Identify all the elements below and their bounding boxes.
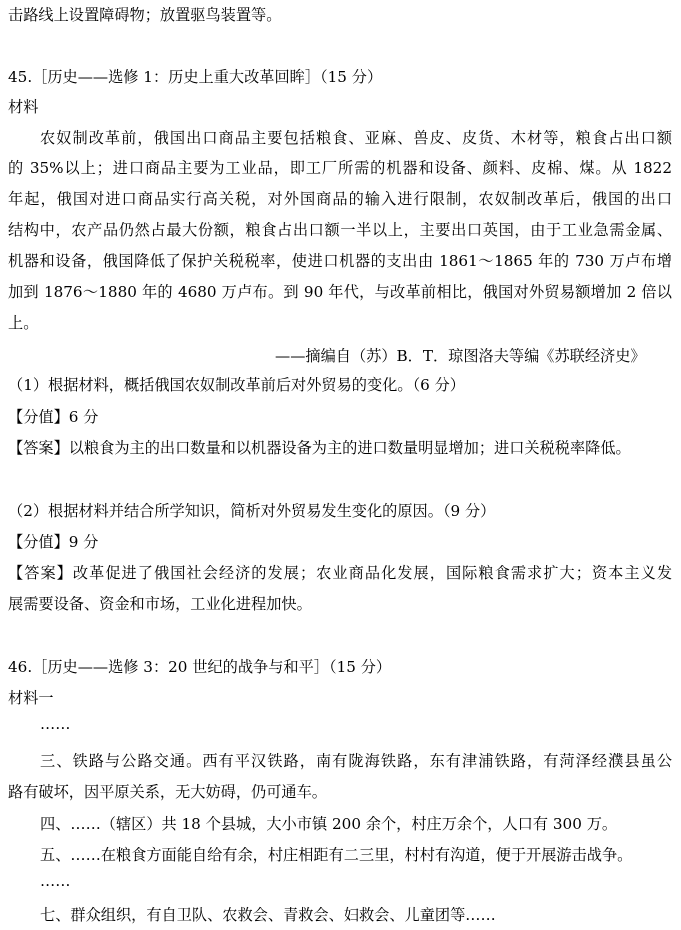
material-paragraph-line: 年起，俄国对进口商品实行高关税，对外国商品的输入进行限制，农奴制改革后，俄国的出口: [8, 190, 672, 208]
material-one-line: 四、……（辖区）共 18 个县城，大小市镇 200 余个，村庄万余个，人口有 300 万。: [40, 815, 618, 833]
material-label: 材料: [8, 98, 39, 116]
question-45-heading: 45.［历史——选修 1：历史上重大改革回眸］（15 分）: [8, 68, 383, 86]
material-one-line: 三、铁路与公路交通。西有平汉铁路，南有陇海铁路，东有津浦铁路，有菏泽经濮县虽公: [40, 752, 672, 770]
text-line-0: 击路线上设置障碍物；放置驱鸟装置等。: [8, 6, 282, 24]
material-one-line: 五、……在粮食方面能自给有余，村庄相距有二三里，村村有沟道，便于开展游击战争。: [40, 846, 633, 864]
material-one-line: 路有破坏，因平原关系，无大妨碍，仍可通车。: [8, 783, 327, 801]
score-2: 【分值】9 分: [8, 533, 99, 551]
answer-1: 【答案】以粮食为主的出口数量和以机器设备为主的进口数量明显增加；进口关税税率降低。: [8, 439, 631, 457]
material-paragraph-line: 结构中，农产品仍然占最大份额，粮食占出口额一半以上，主要出口英国，由于工业急需金属、: [8, 221, 672, 239]
answer-2-line: 【答案】改革促进了俄国社会经济的发展；农业商品化发展，国际粮食需求扩大；资本主义发: [8, 564, 672, 582]
source-citation: ——摘编自（苏）B．T．琼图洛夫等编《苏联经济史》: [275, 347, 646, 365]
sub-question-2: （2）根据材料并结合所学知识，简析对外贸易发生变化的原因。（9 分）: [8, 502, 496, 520]
material-one-line: 七、群众组织，有自卫队、农救会、青救会、妇救会、儿童团等……: [40, 906, 496, 924]
ellipsis: ……: [40, 715, 71, 733]
material-paragraph-line: 加到 1876～1880 年的 4680 万卢布。到 90 年代，与改革前相比，俄国对外贸易额增加 2 倍以: [8, 283, 672, 301]
sub-question-1: （1）根据材料，概括俄国农奴制改革前后对外贸易的变化。（6 分）: [8, 376, 465, 394]
material-paragraph-line: 上。: [8, 314, 39, 332]
answer-2-line: 展需要设备、资金和市场，工业化进程加快。: [8, 595, 312, 613]
ellipsis: ……: [40, 872, 71, 890]
score-1: 【分值】6 分: [8, 408, 99, 426]
material-paragraph-line: 农奴制改革前，俄国出口商品主要包括粮食、亚麻、兽皮、皮货、木材等，粮食占出口额: [40, 129, 672, 147]
material-paragraph-line: 机器和设备，俄国降低了保护关税税率，使进口机器的支出由 1861～1865 年的 730 万卢布增: [8, 252, 672, 270]
material-paragraph-line: 的 35%以上；进口商品主要为工业品，即工厂所需的机器和设备、颜料、皮棉、煤。从 1822: [8, 159, 672, 177]
question-46-heading: 46.［历史——选修 3：20 世纪的战争与和平］（15 分）: [8, 658, 392, 676]
material-one-label: 材料一: [8, 689, 54, 707]
